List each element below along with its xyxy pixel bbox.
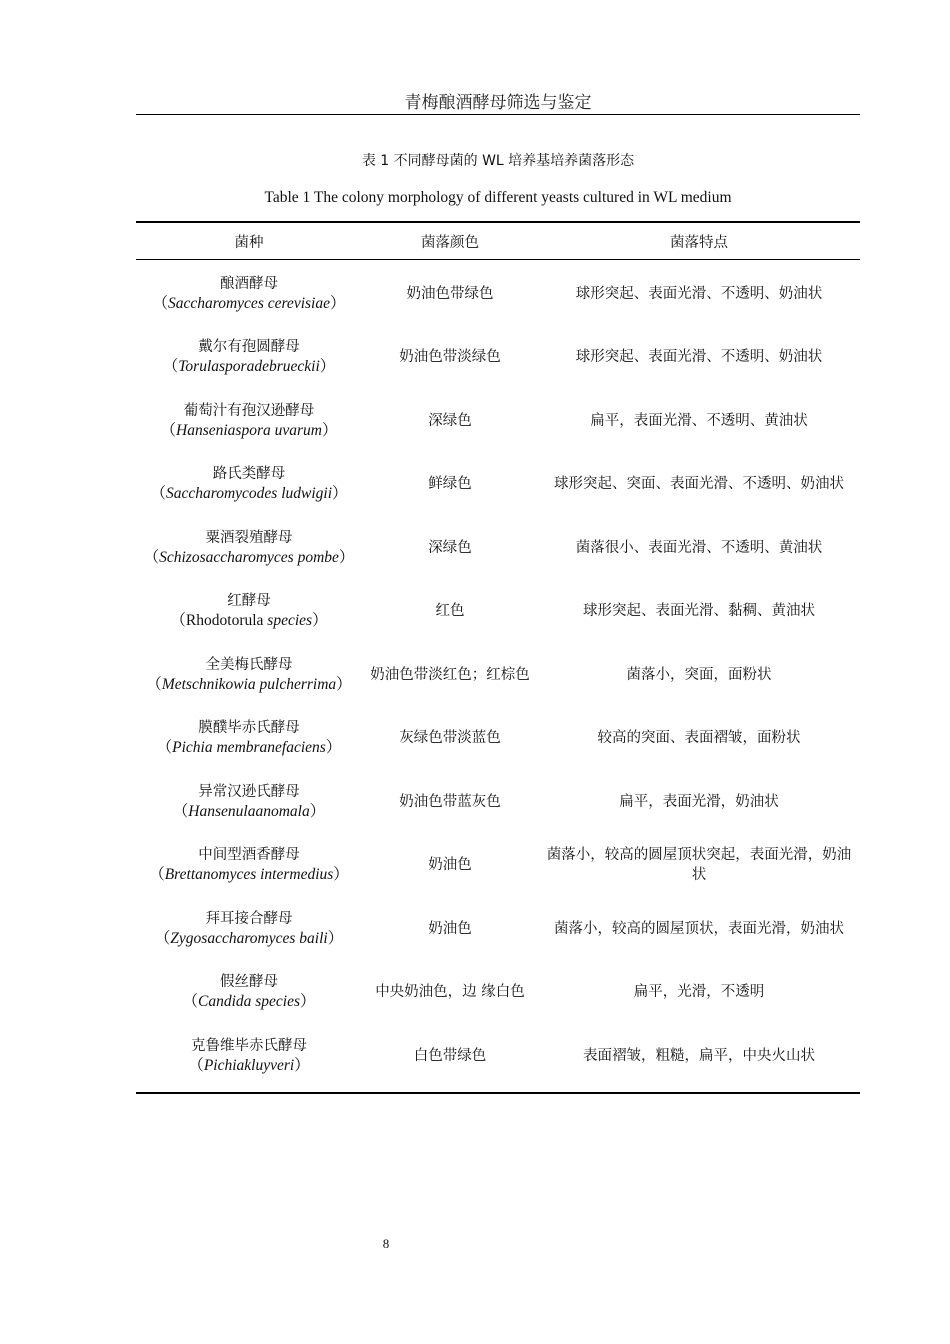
colony-features-cell: 扁平，表面光滑，奶油状 — [619, 793, 779, 810]
strain-chinese-name: 中间型酒香酵母 — [198, 847, 300, 864]
strain-scientific-name — [136, 294, 362, 314]
colony-color-cell: 奶油色带淡绿色 — [399, 349, 501, 366]
strain-chinese-name: 葡萄汁有孢汉逊酵母 — [183, 402, 315, 419]
scientific-name-italic: Pichia membranefaciens — [172, 739, 326, 757]
scientific-name-italic: Pichiakluyveri — [203, 1056, 295, 1074]
header-rule — [136, 114, 860, 115]
table-caption-english: Table 1 The colony morphology of different yeasts cultured in WL medium — [264, 189, 732, 206]
open-paren: （ — [170, 612, 186, 630]
colony-color-cell: 奶油色 — [428, 920, 472, 937]
strain-scientific-name — [136, 611, 362, 631]
strain-chinese-name: 粟酒裂殖酵母 — [205, 529, 293, 546]
open-paren: （ — [149, 866, 165, 884]
strain-chinese-name: 拜耳接合酵母 — [205, 910, 293, 927]
table-body — [136, 260, 860, 1088]
strain-scientific-name — [136, 548, 362, 568]
strain-cell — [136, 972, 362, 1012]
colony-color-cell: 奶油色 — [428, 857, 472, 874]
strain-cell — [136, 845, 362, 885]
close-paren: ） — [338, 548, 355, 566]
column-header-colony-color: 菌落颜色 — [421, 234, 479, 251]
scientific-name-italic: Hanseniaspora uvarum — [176, 421, 322, 439]
strain-cell — [136, 528, 362, 568]
table-caption-chinese: 表 1 不同酵母菌的 WL 培养基培养菌落形态 — [361, 153, 635, 169]
colony-color-cell: 深绿色 — [428, 539, 472, 556]
scientific-name-italic: Candida species — [197, 993, 301, 1011]
colony-features-cell: 球形突起、突面、表面光滑、不透明、奶油状 — [554, 476, 844, 493]
open-paren: （ — [156, 739, 173, 757]
strain-cell — [136, 274, 362, 314]
strain-cell — [136, 1036, 362, 1076]
scientific-name-italic: Torulasporadebrueckii — [178, 358, 320, 376]
table-row — [136, 643, 860, 707]
colony-color-cell: 中央奶油色，边 缘白色 — [375, 984, 525, 1001]
strain-scientific-name — [136, 421, 362, 441]
strain-scientific-name — [136, 484, 362, 504]
strain-chinese-name: 红酵母 — [227, 593, 271, 610]
strain-chinese-name: 膜醭毕赤氏酵母 — [198, 720, 300, 737]
close-paren: ） — [325, 739, 342, 757]
table-row — [136, 326, 860, 390]
table-header-row — [136, 223, 860, 259]
table-row — [136, 834, 860, 898]
open-paren: （ — [182, 993, 198, 1011]
open-paren: （ — [162, 358, 179, 376]
open-paren: （ — [160, 421, 177, 439]
page-number: 8 — [382, 1236, 390, 1251]
colony-color-cell: 奶油色带蓝灰色 — [399, 793, 501, 810]
strain-scientific-name — [136, 802, 362, 822]
scientific-name-prefix: Rhodotorula — [185, 612, 268, 630]
table-row — [136, 389, 860, 453]
close-paren: ） — [321, 421, 338, 439]
column-header-strain: 菌种 — [234, 234, 264, 251]
colony-morphology-table — [136, 221, 860, 1094]
scientific-name-italic: Zygosaccharomyces baili — [170, 929, 328, 947]
colony-color-cell: 奶油色带绿色 — [406, 285, 494, 302]
open-paren: （ — [152, 294, 169, 312]
strain-chinese-name: 假丝酵母 — [220, 974, 278, 991]
strain-chinese-name: 全美梅氏酵母 — [205, 656, 293, 673]
strain-scientific-name — [136, 992, 362, 1012]
colony-features-cell: 菌落小，突面，面粉状 — [626, 666, 772, 683]
table-bottom-rule — [136, 1092, 860, 1094]
close-paren: ） — [312, 612, 328, 630]
scientific-name-italic: Metschnikowia pulcherrima — [161, 675, 337, 693]
colony-features-cell: 菌落小，较高的圆屋顶状，表面光滑，奶油状 — [554, 920, 844, 937]
colony-color-cell: 深绿色 — [428, 412, 472, 429]
open-paren: （ — [146, 675, 162, 693]
scientific-name-italic: Saccharomyces cerevisiae — [168, 294, 330, 312]
close-paren: ） — [327, 929, 344, 947]
scientific-name-italic: Brettanomyces intermedius — [164, 866, 334, 884]
table-row — [136, 516, 860, 580]
strain-chinese-name: 酿酒酵母 — [220, 275, 278, 292]
open-paren: （ — [154, 929, 171, 947]
close-paren: ） — [319, 358, 336, 376]
strain-scientific-name — [136, 738, 362, 758]
strain-cell — [136, 782, 362, 822]
strain-chinese-name: 克鲁维毕赤氏酵母 — [191, 1037, 307, 1054]
colony-features-cell: 菌落很小、表面光滑、不透明、黄油状 — [575, 539, 823, 556]
scientific-name-italic: species — [267, 612, 313, 630]
colony-features-cell: 菌落小，较高的圆屋顶状突起，表面光滑，奶油状 — [546, 847, 852, 884]
strain-cell — [136, 464, 362, 504]
open-paren: （ — [143, 548, 160, 566]
colony-features-cell: 扁平，光滑，不透明 — [633, 984, 765, 1001]
colony-features-cell: 球形突起、表面光滑、不透明、奶油状 — [575, 285, 823, 302]
strain-scientific-name — [136, 865, 362, 885]
table-row — [136, 961, 860, 1025]
strain-cell — [136, 718, 362, 758]
table-row — [136, 580, 860, 644]
colony-color-cell: 奶油色带淡红色；红棕色 — [370, 666, 530, 683]
close-paren: ） — [294, 1056, 310, 1074]
strain-cell — [136, 401, 362, 441]
close-paren: ） — [309, 802, 326, 820]
strain-chinese-name: 异常汉逊氏酵母 — [198, 783, 300, 800]
strain-cell — [136, 591, 362, 631]
close-paren: ） — [332, 485, 348, 503]
colony-features-cell: 表面褶皱，粗糙，扁平，中央火山状 — [583, 1047, 815, 1064]
table-row — [136, 897, 860, 961]
scientific-name-italic: Schizosaccharomyces pombe — [159, 548, 339, 566]
strain-chinese-name: 路氏类酵母 — [212, 466, 286, 483]
table-row — [136, 262, 860, 326]
table-row — [136, 453, 860, 517]
column-header-colony-features: 菌落特点 — [670, 234, 728, 251]
strain-scientific-name — [136, 675, 362, 695]
colony-color-cell: 灰绿色带淡蓝色 — [399, 730, 501, 747]
table-row — [136, 1024, 860, 1088]
strain-cell — [136, 337, 362, 377]
table-row — [136, 770, 860, 834]
colony-features-cell: 扁平，表面光滑、不透明、黄油状 — [590, 412, 808, 429]
colony-color-cell: 红色 — [435, 603, 465, 620]
scientific-name-italic: Hansenulaanomala — [188, 802, 310, 820]
strain-chinese-name: 戴尔有孢圆酵母 — [198, 339, 300, 356]
colony-features-cell: 球形突起、表面光滑、黏稠、黄油状 — [583, 603, 815, 620]
close-paren: ） — [336, 675, 352, 693]
scientific-name-italic: Saccharomycodes ludwigii — [165, 485, 333, 503]
strain-cell — [136, 655, 362, 695]
running-header: 青梅酿酒酵母筛选与鉴定 — [404, 93, 592, 113]
close-paren: ） — [329, 294, 346, 312]
close-paren: ） — [333, 866, 349, 884]
open-paren: （ — [150, 485, 166, 503]
strain-scientific-name — [136, 929, 362, 949]
strain-cell — [136, 909, 362, 949]
table-row — [136, 707, 860, 771]
open-paren: （ — [188, 1056, 204, 1074]
strain-scientific-name — [136, 1056, 362, 1076]
open-paren: （ — [172, 802, 189, 820]
colony-color-cell: 白色带绿色 — [413, 1047, 487, 1064]
close-paren: ） — [300, 993, 316, 1011]
colony-color-cell: 鲜绿色 — [428, 476, 472, 493]
colony-features-cell: 球形突起、表面光滑、不透明、奶油状 — [575, 349, 823, 366]
strain-scientific-name — [136, 357, 362, 377]
colony-features-cell: 较高的突面、表面褶皱，面粉状 — [597, 730, 801, 747]
